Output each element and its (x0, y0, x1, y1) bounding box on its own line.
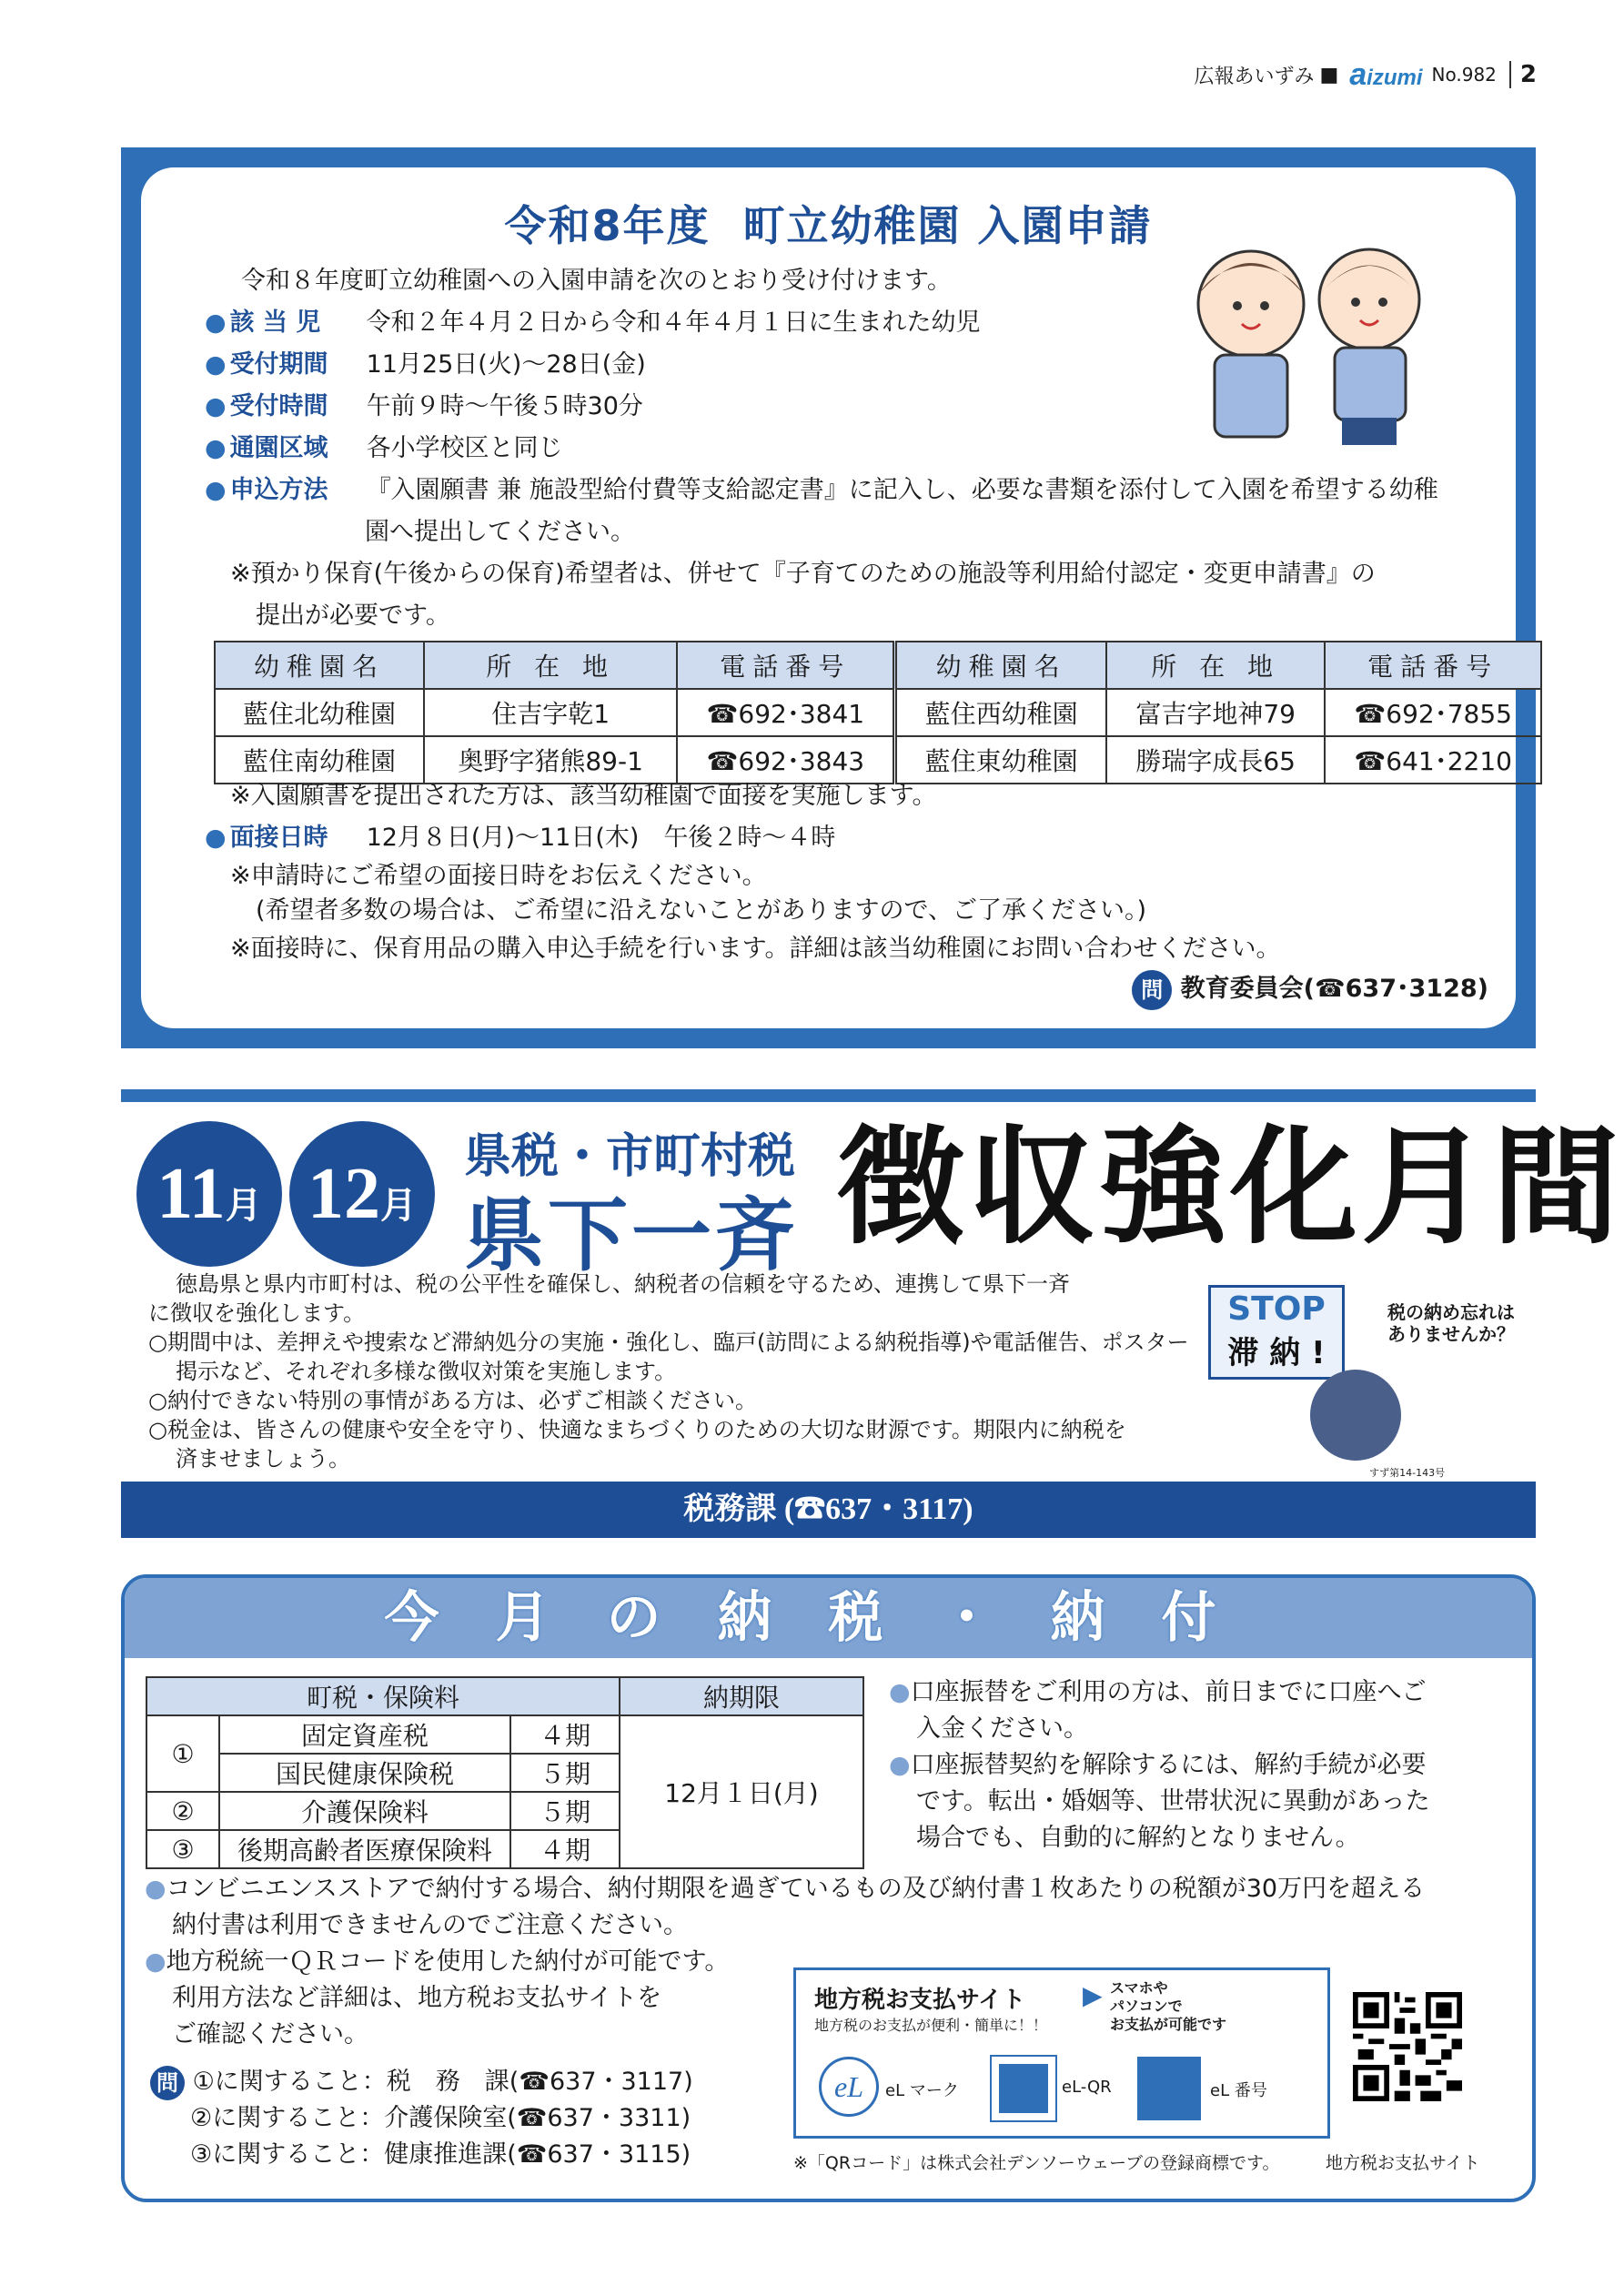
page-number: 2 (1509, 61, 1537, 88)
bullet-icon: ● (145, 1875, 166, 1903)
logo: aizumi (1349, 56, 1423, 92)
el-number-icon (1137, 2057, 1201, 2120)
page-header (1194, 55, 1537, 95)
campaign-text: 徳島県と県内市町村は、税の公平性を確保し、納税者の信頼を守るため、連携して県下一斉 に徴収を強化します。 ○期間中は、差押えや捜索など滞納処分の実施・強化し、臨戸(訪問による納税指導)や電話催告、ポスター 掲示など、それぞれ多様な徴収対策を実施します。 ○納付できない特別の事情がある方は、必ずご相談ください。 ○税金は、皆さんの健康や安全を守り、快適なまちづくりのための大切な財源です。期限内に納税を 済ませましょう。 (148, 1271, 1189, 1472)
intro-text: 令和８年度町立幼稚園への入園申請を次のとおり受け付けます。 (241, 267, 952, 295)
kindergarten-title: 令和8年度 町立幼稚園 入園申請 (504, 201, 1153, 250)
kindergarten-panel (141, 167, 1516, 1028)
table-header-row: 町税・保険料 納期限 (146, 1677, 863, 1715)
payment-notes: ●コンビニエンスストアで納付する場合、納付期限を過ぎているもの及び納付書１枚あたりの税額が30万円を超える 納付書は利用できませんのでご注意ください。 ●地方税統一ＱＲコードを使用した納付が可能です。 利用方法など詳細は、地方税お支払サイトを ご確認ください。 (145, 1875, 1426, 2048)
bullet-icon: ● (205, 392, 227, 420)
credit-text: すず第14-143号 (1369, 1467, 1446, 1479)
bullet-icon: ● (205, 434, 227, 462)
bullet-icon: ● (205, 308, 227, 337)
note-text: ※申請時にご希望の面接日時をお伝えください。 (230, 862, 767, 890)
month-badge: 11月 (136, 1121, 282, 1267)
table-row: 国民健康保険税 ５期 (146, 1754, 863, 1792)
kindergarten-section (121, 147, 1536, 1048)
tax-subheading: 県下一斉 (464, 1188, 800, 1282)
inquiry-icon: 問 (1132, 970, 1172, 1010)
payment-section (121, 1574, 1536, 2202)
tax-table (146, 1676, 864, 1869)
month-badge: 12月 (289, 1121, 435, 1267)
children-illustration (1160, 231, 1460, 468)
note-text: ※預かり保育(午後からの保育)希望者は、併せて『子育てのための施設等利用給付認定・変更申請書』の (230, 560, 1376, 588)
bullet-icon: ● (205, 476, 227, 504)
payment-site-box: 地方税お支払サイト 地方税のお支払が便利・簡単に！！ ▶ スマホや パソコンで お支払が可能です eL eL マーク eL-QR eL 番号 (793, 1967, 1330, 2139)
el-qr-icon (992, 2057, 1055, 2120)
table-row: ② 介護保険料 ５期 (146, 1792, 863, 1830)
mascot-illustration (1310, 1370, 1401, 1461)
bullet-icon: ● (205, 350, 227, 379)
tax-office-contact: 税務課 (☎637・3117) (121, 1482, 1536, 1538)
issue-number: No.982 (1431, 64, 1497, 86)
table-row: 藍住南幼稚園 奥野字猪熊89-1 ☎692･3843 藍住東幼稚園 勝瑞字成長65 ☎641･2210 (215, 736, 1541, 784)
table-row: 藍住北幼稚園 住吉字乾1 ☎692･3841 藍住西幼稚園 富吉字地神79 ☎692･7855 (215, 689, 1541, 736)
el-mark-icon: eL (819, 2057, 879, 2117)
qr-trademark-note: ※「QRコード」は株式会社デンソーウェーブの登録商標です。 (793, 2153, 1280, 2173)
tax-heading: 県税・市町村税 (464, 1129, 796, 1184)
table-row: ③ 後期高齢者医療保険料 ４期 (146, 1830, 863, 1868)
note-text: 提出が必要です。 (256, 602, 450, 630)
bullet-icon: ● (889, 1678, 911, 1706)
note-text: (希望者多数の場合は、ご希望に沿えないことがありますので、ご了承ください。) (256, 896, 1147, 925)
contact-info (1132, 968, 1488, 1010)
method-continuation: 園へ提出してください。 (365, 518, 635, 546)
payment-title: 今月の納税・納付 (125, 1578, 1532, 1658)
info-item: ● 受付期間 11月25日(火)～28日(金) (205, 350, 646, 379)
info-item: ● 通園区域 各小学校区と同じ (205, 434, 563, 462)
qr-code-icon[interactable] (1353, 1992, 1462, 2101)
site-side-text: ▶ スマホや パソコンで お支払が可能です (1083, 1979, 1227, 2033)
interview-item: ● 面接日時 12月８日(月)～11日(木) 午後２時～４時 (205, 824, 836, 852)
divider-bar (121, 1089, 1536, 1102)
interview-block (205, 775, 1280, 970)
info-item: ● 申込方法 『入園願書 兼 施設型給付費等支給認定書』に記入し、必要な書類を添付して入園を希望する幼稚 (205, 476, 1438, 504)
bullet-icon: ● (889, 1751, 911, 1779)
campaign-title: 徴収強化月間 (837, 1114, 1624, 1262)
table-row: ① 固定資産税 ４期 12月１日(月) (146, 1715, 863, 1754)
kindergarten-table (214, 641, 1542, 784)
info-item: ● 受付時間 午前９時～午後５時30分 (205, 392, 643, 420)
bullet-icon: ● (205, 824, 227, 852)
publication-title: 広報あいずみ (1194, 65, 1315, 88)
stop-sign: STOP 滞 納 ! (1208, 1285, 1345, 1380)
inquiry-icon: 問 (150, 2066, 185, 2100)
contact-text: 教育委員会(☎637･3128) (1180, 975, 1488, 1003)
table-header-row: 幼稚園名 所 在 地 電話番号 幼稚園名 所 在 地 電話番号 (215, 642, 1541, 689)
bullet-icon: ● (145, 1947, 166, 1976)
inquiry-list: 問 ①に関すること：税 務 課(☎637・3117) ②に関すること：介護保険室(☎637・3311) ③に関すること：健康推進課(☎637・3115) (150, 2064, 693, 2173)
square-icon: ■ (1319, 63, 1339, 86)
info-item: ● 該 当 児 令和２年４月２日から令和４年４月１日に生まれた幼児 (205, 308, 981, 337)
note-text: ※入園願書を提出された方は、該当幼稚園で面接を実施します。 (230, 782, 937, 810)
qr-caption: 地方税お支払サイト (1326, 2153, 1480, 2173)
arrow-icon: ▶ (1083, 1980, 1103, 2010)
speech-text: 税の納め忘れは ありませんか？ (1387, 1301, 1515, 1345)
transfer-notes: ●口座振替をご利用の方は、前日までに口座へご 入金ください。 ●口座振替契約を解除するには、解約手続が必要 です。転出・婚姻等、世帯状況に異動があった 場合でも、自動的に解約となりません。 (889, 1678, 1430, 1852)
note-text: ※面接時に、保育用品の購入申込手続を行います。詳細は該当幼稚園にお問い合わせください。 (230, 935, 1281, 963)
